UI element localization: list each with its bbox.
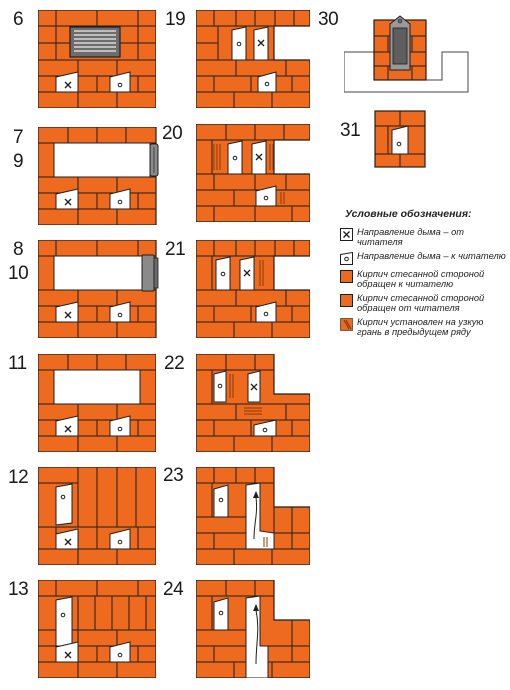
course-label-7: 7: [13, 127, 24, 148]
course-label-30: 30: [318, 9, 339, 30]
course-label-6: 6: [13, 9, 24, 30]
dot-mark-icon: [340, 252, 353, 265]
legend-text: Направление дыма – от читателя: [357, 227, 465, 247]
brick-chamfer-away-icon: [340, 294, 353, 307]
x-mark-icon: [340, 228, 353, 241]
door-frame-icon: [142, 255, 158, 291]
brick-edge-icon: [340, 318, 353, 331]
course-24-plan: [196, 580, 310, 678]
course-21-plan: [196, 240, 310, 338]
course-31-plan: [374, 110, 428, 170]
legend-item-chamfer-toward: [340, 269, 510, 289]
course-label-20: 20: [162, 123, 183, 144]
grate-icon: [70, 27, 120, 57]
course-label-31: 31: [340, 120, 361, 141]
legend-item-smoke-away: [340, 227, 510, 247]
course-8-10-plan: [38, 240, 162, 338]
legend-text: Направление дыма – к читателю: [357, 251, 506, 261]
course-19-plan: [196, 10, 310, 108]
course-6-plan: [38, 10, 156, 108]
chimney-cap-icon: [390, 16, 410, 70]
course-30-plan: [344, 10, 472, 96]
legend-item-brick-edge: [340, 317, 510, 337]
course-label-11: 11: [8, 353, 27, 374]
course-label-19: 19: [165, 9, 186, 30]
course-label-21: 21: [165, 239, 186, 260]
brick-chamfer-toward-icon: [340, 270, 353, 283]
legend: [340, 208, 510, 341]
course-12-plan: [38, 467, 156, 565]
course-7-9-plan: [38, 127, 162, 225]
legend-text: Кирпич стесанной стороной обращен от читателя: [357, 293, 485, 313]
course-label-8: 8: [13, 239, 24, 260]
course-label-10: 10: [8, 263, 29, 284]
course-11-plan: [38, 354, 156, 452]
course-22-plan: [196, 354, 310, 452]
course-13-plan: [38, 580, 156, 678]
legend-item-chamfer-away: [340, 293, 510, 313]
course-label-9: 9: [13, 151, 24, 172]
course-20-plan: [196, 124, 310, 222]
course-label-22: 22: [164, 353, 185, 374]
course-label-12: 12: [8, 467, 29, 488]
door-hinge-icon: [150, 144, 158, 176]
legend-text: Кирпич стесанной стороной обращен к читателю: [357, 269, 485, 289]
legend-item-smoke-toward: [340, 251, 510, 265]
legend-title: Условные обозначения:: [345, 208, 472, 220]
course-label-13: 13: [8, 579, 29, 600]
course-23-plan: [196, 467, 310, 565]
course-label-23: 23: [163, 465, 184, 486]
course-label-24: 24: [163, 579, 184, 600]
legend-text: Кирпич установлен на узкую грань в предыдущем ряду: [357, 317, 484, 337]
